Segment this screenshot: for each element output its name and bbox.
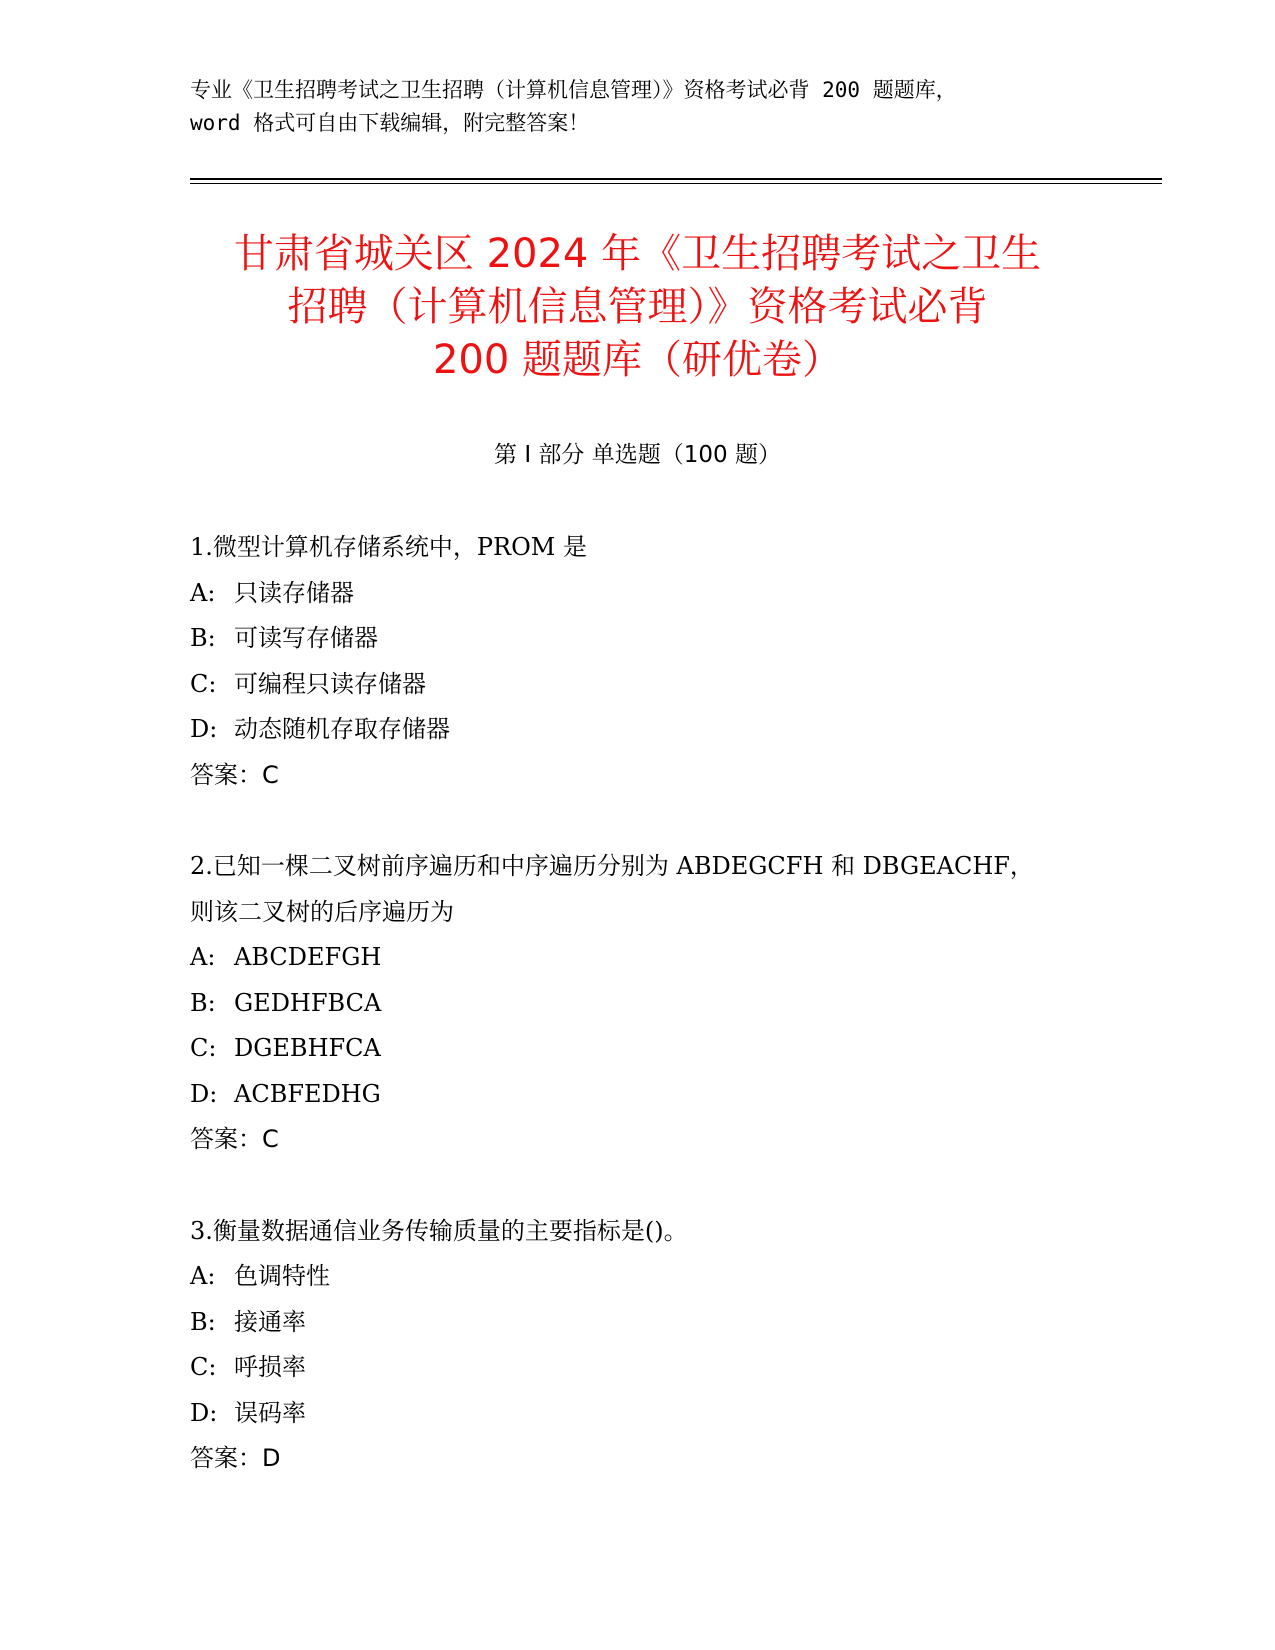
option-text: DGEBHFCA: [234, 1034, 381, 1062]
option-text: 可编程只读存储器: [234, 669, 426, 698]
option-letter: A:: [190, 578, 216, 607]
option-c: [190, 1026, 1150, 1072]
header-divider: [190, 178, 1162, 184]
answer: 答案：C: [190, 760, 279, 789]
option-letter: C:: [190, 1353, 217, 1381]
option-d: [190, 1072, 1150, 1118]
option-b: [190, 1300, 1150, 1346]
option-b: [190, 981, 1150, 1027]
question-stem-continued: 则该二叉树的后序遍历为: [190, 897, 454, 926]
option-c: [190, 662, 1150, 708]
option-d: [190, 1391, 1150, 1437]
question-item: [190, 844, 1150, 1163]
option-text: 呼损率: [234, 1353, 306, 1381]
section-heading: 第 I 部分 单选题（100 题）: [494, 442, 781, 468]
option-letter: B:: [190, 1307, 216, 1336]
answer: 答案：C: [190, 1125, 279, 1153]
option-letter: D:: [190, 1079, 218, 1108]
option-letter: D:: [190, 715, 218, 743]
title-line-1: 甘肃省城关区 2024 年《卫生招聘考试之卫生: [233, 231, 1042, 277]
option-text: ABCDEFGH: [234, 943, 382, 971]
option-a: [190, 935, 1150, 981]
option-letter: D:: [190, 1398, 218, 1427]
option-text: ACBFEDHG: [234, 1079, 381, 1108]
header-note: [190, 74, 1090, 140]
option-text: 误码率: [234, 1398, 306, 1427]
option-c: [190, 1345, 1150, 1391]
question-stem: 3.衡量数据通信业务传输质量的主要指标是()。: [190, 1216, 688, 1245]
question-stem: 2.已知一棵二叉树前序遍历和中序遍历分别为 ABDEGCFH 和 DBGEACHF，: [190, 852, 1034, 880]
option-letter: A:: [190, 943, 216, 971]
option-text: 可读写存储器: [234, 624, 378, 652]
title-line-3: 200 题题库（研优卷）: [432, 337, 843, 383]
option-d: [190, 707, 1150, 753]
option-text: 色调特性: [234, 1262, 330, 1290]
option-text: 接通率: [234, 1307, 306, 1336]
option-a: [190, 1254, 1150, 1300]
answer: 答案：D: [190, 1444, 281, 1472]
header-note-line-1: 专业《卫生招聘考试之卫生招聘（计算机信息管理）》资格考试必背 200 题题库，: [190, 78, 957, 102]
option-b: [190, 616, 1150, 662]
option-text: 动态随机存取存储器: [234, 715, 450, 743]
option-letter: C:: [190, 1034, 217, 1062]
document-title: [150, 228, 1125, 387]
title-line-2: 招聘（计算机信息管理）》资格考试必背: [287, 284, 988, 330]
question-item: [190, 1209, 1150, 1482]
option-text: GEDHFBCA: [234, 988, 382, 1017]
option-letter: C:: [190, 669, 217, 698]
option-letter: B:: [190, 988, 216, 1017]
option-text: 只读存储器: [234, 578, 354, 607]
option-a: [190, 571, 1150, 617]
option-letter: B:: [190, 624, 216, 652]
header-note-line-2: word 格式可自由下载编辑，附完整答案！: [190, 111, 590, 135]
question-stem: 1.微型计算机存储系统中，PROM 是: [190, 533, 587, 561]
question-item: [190, 525, 1150, 798]
option-letter: A:: [190, 1262, 216, 1290]
question-list: [190, 525, 1150, 1528]
